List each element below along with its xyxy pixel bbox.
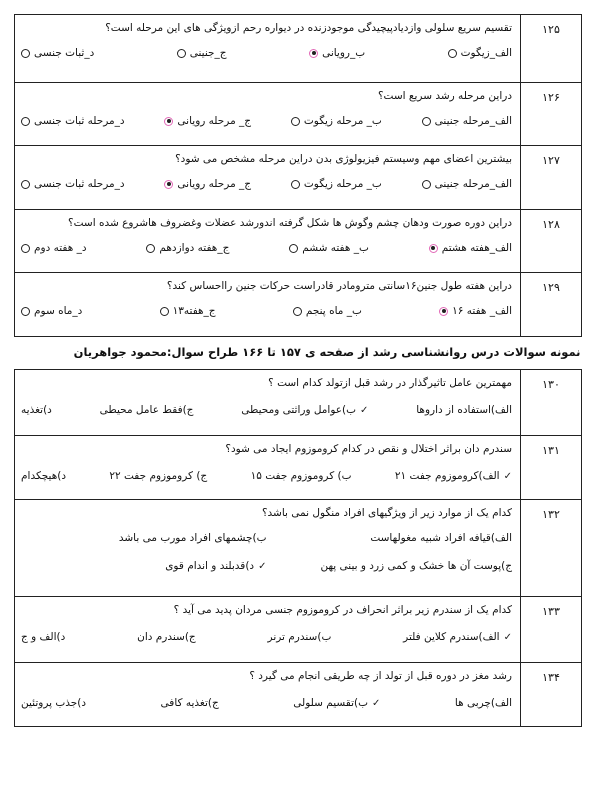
options-grid xyxy=(21,532,512,572)
option-label: ج_ مرحله رویانی xyxy=(177,115,252,127)
question-text: دراین مرحله رشد سریع است؟ xyxy=(377,90,512,102)
option-label: الف)چربی ها xyxy=(454,697,512,709)
option-label: ب)چشمهای افراد مورب می باشد xyxy=(118,532,267,544)
question-text: دراین دوره صورت ودهان چشم وگوش ها شکل گرفته اندورشد عضلات وغضروف هاشروع شده است؟ xyxy=(68,217,512,229)
option-label: ب_ مرحله زیگوت xyxy=(303,178,382,190)
option-label: ج) کروموزوم جفت ۲۲ xyxy=(109,470,208,482)
option-label: الف)قیافه افراد شبیه مغولهاست xyxy=(370,532,512,544)
answer-option[interactable] xyxy=(160,305,216,317)
answer-option[interactable] xyxy=(422,115,512,127)
option-label: ج)تغذیه کافی xyxy=(160,697,219,709)
answer-option xyxy=(21,631,65,643)
option-label: د)تغذیه xyxy=(21,404,52,416)
question-row xyxy=(15,597,582,663)
options-row xyxy=(21,115,512,127)
answer-option[interactable] xyxy=(293,305,362,317)
answer-option xyxy=(100,404,194,416)
question-row xyxy=(15,370,582,436)
option-label: ب_رویانی xyxy=(322,47,366,59)
question-number: ۱۲۷ xyxy=(521,146,582,210)
question-number: ۱۲۶ xyxy=(521,83,582,146)
answer-option xyxy=(267,532,513,544)
option-label: ب_ مرحله زیگوت xyxy=(303,115,382,127)
radio-button-icon[interactable] xyxy=(293,307,302,316)
options-row xyxy=(21,697,512,709)
answer-option[interactable] xyxy=(448,47,512,59)
answer-option xyxy=(161,697,219,709)
radio-button-icon[interactable] xyxy=(289,244,298,253)
option-label: ج_هفته۱۳ xyxy=(172,305,216,317)
option-label: الف_زیگوت xyxy=(460,47,512,59)
option-label: د)الف و ج xyxy=(21,631,66,643)
options-row xyxy=(21,178,512,190)
radio-button-icon[interactable] xyxy=(439,307,448,316)
option-label: د)هیچکدام xyxy=(21,470,67,482)
answer-option xyxy=(21,532,267,544)
answer-option[interactable] xyxy=(291,178,382,190)
radio-button-icon[interactable] xyxy=(291,117,300,126)
radio-button-icon[interactable] xyxy=(422,117,431,126)
radio-button-icon[interactable] xyxy=(21,49,30,58)
question-text: رشد مغز در دوره قبل از تولد از چه طریقی انجام می گیرد ؟ xyxy=(249,670,512,682)
option-label: ج_هفته دوازدهم xyxy=(159,242,230,254)
radio-button-icon[interactable] xyxy=(429,244,438,253)
answer-option xyxy=(251,470,352,482)
question-number: ۱۲۹ xyxy=(521,273,582,337)
options-row xyxy=(21,470,512,482)
options-row xyxy=(21,47,512,59)
radio-button-icon[interactable] xyxy=(21,307,30,316)
question-row xyxy=(15,210,582,273)
answer-option[interactable] xyxy=(439,305,512,317)
options-row xyxy=(21,242,512,254)
option-label: الف)سندرم کلاین فلتر xyxy=(403,631,500,643)
radio-button-icon[interactable] xyxy=(448,49,457,58)
question-text: بیشترین اعضای مهم وسیستم فیزیولوژی بدن دراین مرحله مشخص می شود؟ xyxy=(175,153,512,165)
answer-option[interactable] xyxy=(291,115,382,127)
answer-option xyxy=(403,631,512,643)
options-row xyxy=(21,404,512,416)
options-row xyxy=(21,631,512,643)
radio-button-icon[interactable] xyxy=(21,180,30,189)
option-label: ج_جنینی xyxy=(189,47,227,59)
option-label: الف)کروموزوم جفت ۲۱ xyxy=(394,470,500,482)
question-number: ۱۳۴ xyxy=(521,663,582,727)
answer-option[interactable] xyxy=(21,178,125,190)
question-row xyxy=(15,436,582,500)
question-number: ۱۳۲ xyxy=(521,500,582,597)
answer-option xyxy=(21,470,66,482)
answer-option[interactable] xyxy=(21,115,125,127)
answer-option[interactable] xyxy=(21,242,87,254)
option-label: ج)فقط عامل محیطی xyxy=(99,404,194,416)
section-title: نمونه سوالات درس روانشناسی رشد از صفحه ی ۱۵۷ تا ۱۶۶ طراح سوال:محمود جواهریان xyxy=(73,345,581,359)
answer-option xyxy=(268,631,332,643)
answer-option[interactable] xyxy=(177,47,227,59)
check-mark-icon: ✓ xyxy=(503,631,512,643)
option-label: ب)سندرم ترنر xyxy=(267,631,332,643)
radio-button-icon[interactable] xyxy=(146,244,155,253)
question-row xyxy=(15,15,582,83)
option-label: الف_مرحله جنینی xyxy=(434,178,512,190)
question-text: کدام یک از موارد زیر از ویژگیهای افراد منگول نمی باشد؟ xyxy=(261,507,512,519)
radio-button-icon[interactable] xyxy=(21,117,30,126)
option-label: ب) کروموزوم جفت ۱۵ xyxy=(250,470,352,482)
options-row xyxy=(21,305,512,317)
answer-option xyxy=(109,470,207,482)
option-label: ب)عوامل وراثتی ومحیطی xyxy=(241,404,357,416)
radio-button-icon[interactable] xyxy=(309,49,318,58)
question-text: دراین هفته طول جنین۱۶سانتی مترومادر قادراست حرکات جنین رااحساس کند؟ xyxy=(166,280,512,292)
question-table xyxy=(14,14,582,727)
answer-option xyxy=(416,404,512,416)
answer-option xyxy=(241,404,368,416)
answer-option[interactable] xyxy=(21,305,82,317)
question-text: مهمترین عامل تاثیرگذار در رشد قبل ازتولد کدام است ؟ xyxy=(268,377,512,389)
radio-button-icon[interactable] xyxy=(21,244,30,253)
option-label: ب_ هفته ششم xyxy=(302,242,369,254)
option-label: الف)استفاده از داروها xyxy=(416,404,512,416)
option-label: ب_ ماه پنجم xyxy=(305,305,362,317)
question-number: ۱۳۳ xyxy=(521,597,582,663)
question-text: تقسیم سریع سلولی وازدیادپیچیدگی موجودزنده در دیواره رحم ازویژگی های این مرحله است؟ xyxy=(105,22,512,34)
question-text: سندرم دان براثر اختلال و نقص در کدام کروموزوم ایجاد می شود؟ xyxy=(225,443,512,455)
radio-button-icon[interactable] xyxy=(177,49,186,58)
option-label: د_مرحله ثبات جنسی xyxy=(34,178,125,190)
question-row xyxy=(15,663,582,727)
question-number: ۱۲۸ xyxy=(521,210,582,273)
answer-option[interactable] xyxy=(289,242,369,254)
option-label: ج)پوست آن ها خشک و کمی زرد و بینی پهن xyxy=(320,560,512,572)
option-label: د)جذب پروتئین xyxy=(21,697,87,709)
answer-option[interactable] xyxy=(422,178,512,190)
check-mark-icon: ✓ xyxy=(503,470,512,482)
option-label: ج)سندرم دان xyxy=(137,631,196,643)
radio-button-icon[interactable] xyxy=(160,307,169,316)
answer-option xyxy=(21,404,52,416)
option-label: الف_هفته هشتم xyxy=(441,242,512,254)
option-label: د_ هفته دوم xyxy=(34,242,87,254)
question-number: ۱۳۰ xyxy=(521,370,582,436)
section-title-row xyxy=(15,337,582,370)
question-row xyxy=(15,83,582,146)
option-label: د_مرحله ثبات جنسی xyxy=(34,115,125,127)
answer-option xyxy=(21,560,267,572)
question-row xyxy=(15,146,582,210)
option-label: الف_مرحله جنینی xyxy=(434,115,512,127)
answer-option xyxy=(21,697,86,709)
answer-option[interactable] xyxy=(164,115,251,127)
radio-button-icon[interactable] xyxy=(164,117,173,126)
answer-option[interactable] xyxy=(429,242,512,254)
radio-button-icon[interactable] xyxy=(291,180,300,189)
answer-option xyxy=(293,697,380,709)
answer-option xyxy=(267,560,513,572)
question-number: ۱۲۵ xyxy=(521,15,582,83)
option-label: د_ماه سوم xyxy=(34,305,83,317)
question-number: ۱۳۱ xyxy=(521,436,582,500)
check-mark-icon: ✓ xyxy=(258,560,267,572)
option-label: الف_ هفته ۱۶ xyxy=(452,305,512,317)
answer-option xyxy=(395,470,512,482)
option-label: ب)تقسیم سلولی xyxy=(293,697,368,709)
answer-option[interactable] xyxy=(146,242,229,254)
answer-option xyxy=(137,631,196,643)
check-mark-icon: ✓ xyxy=(360,404,369,416)
answer-option[interactable] xyxy=(21,47,94,59)
option-label: د)قدبلند و اندام قوی xyxy=(165,560,255,572)
question-row xyxy=(15,500,582,597)
radio-button-icon[interactable] xyxy=(422,180,431,189)
question-text: کدام یک از سندرم زیر براثر انحراف در کروموزوم جنسی مردان پدید می آید ؟ xyxy=(173,604,512,616)
answer-option xyxy=(455,697,512,709)
option-label: ج_ مرحله رویانی xyxy=(177,178,252,190)
question-row xyxy=(15,273,582,337)
check-mark-icon: ✓ xyxy=(372,697,381,709)
option-label: د_ثبات جنسی xyxy=(34,47,95,59)
radio-button-icon[interactable] xyxy=(164,180,173,189)
answer-option[interactable] xyxy=(309,47,365,59)
answer-option[interactable] xyxy=(164,178,251,190)
